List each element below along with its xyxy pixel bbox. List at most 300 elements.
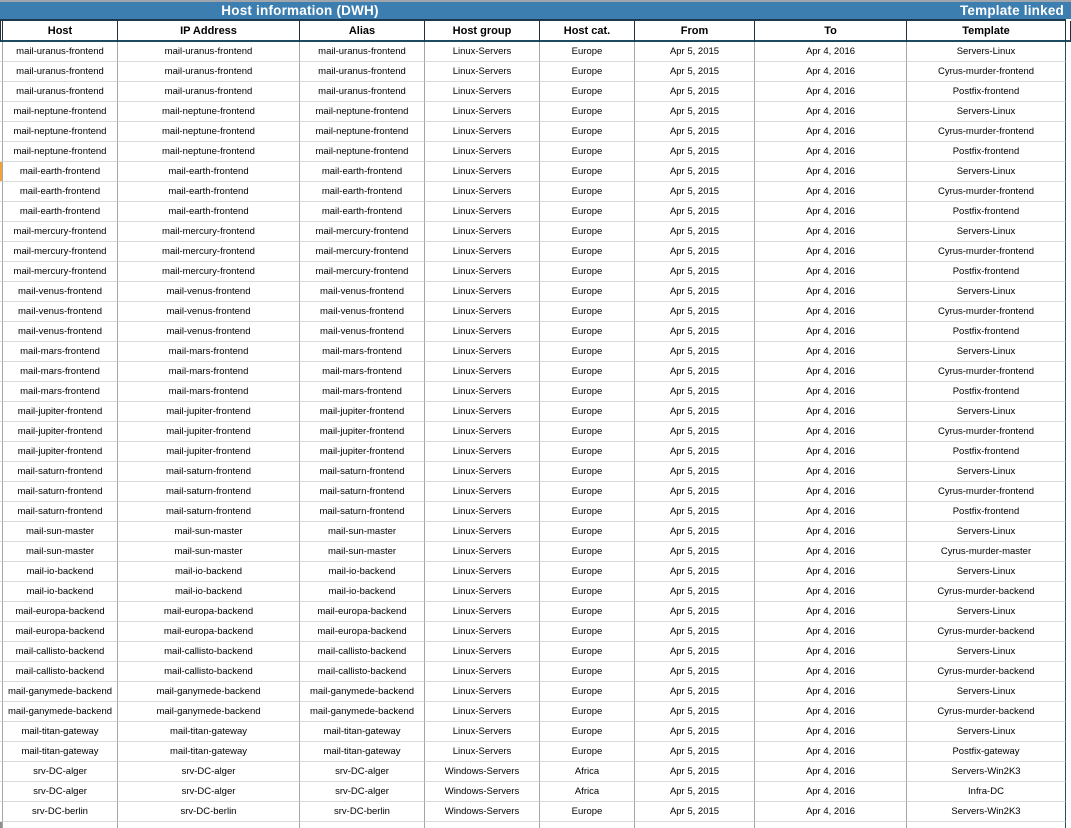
cell-to-date[interactable]: Apr 4, 2016 — [755, 302, 907, 322]
cell-template[interactable]: Cyrus-murder-frontend — [907, 302, 1066, 322]
cell-ip-address[interactable]: mail-saturn-frontend — [118, 502, 300, 522]
cell-alias[interactable]: mail-earth-frontend — [300, 162, 425, 182]
cell-from-date[interactable]: Apr 5, 2015 — [635, 182, 755, 202]
cell-from-date[interactable]: Apr 5, 2015 — [635, 642, 755, 662]
cell-host[interactable]: mail-ganymede-backend — [3, 682, 118, 702]
column-header-ip-address[interactable]: IP Address — [118, 21, 300, 42]
cell-host[interactable]: mail-mars-frontend — [3, 382, 118, 402]
column-header-from[interactable]: From — [635, 21, 755, 42]
cell-host[interactable]: mail-io-backend — [3, 582, 118, 602]
cell-template[interactable]: Cyrus-murder-backend — [907, 622, 1066, 642]
cell-ip-address[interactable]: mail-mercury-frontend — [118, 242, 300, 262]
cell-template[interactable]: Cyrus-murder-master — [907, 542, 1066, 562]
cell-host-group[interactable]: Linux-Servers — [425, 442, 540, 462]
cell-host-group[interactable]: Linux-Servers — [425, 562, 540, 582]
cell-host[interactable]: mail-titan-gateway — [3, 742, 118, 762]
cell-host-group[interactable]: Linux-Servers — [425, 642, 540, 662]
cell-host-cat[interactable]: Europe — [540, 62, 635, 82]
cell-host[interactable]: mail-saturn-frontend — [3, 502, 118, 522]
cell-to-date[interactable]: Apr 4, 2016 — [755, 362, 907, 382]
cell-template[interactable]: Servers-Linux — [907, 522, 1066, 542]
cell-ip-address[interactable]: mail-europa-backend — [118, 622, 300, 642]
cell-host-group[interactable]: Linux-Servers — [425, 242, 540, 262]
cell-host-group[interactable]: Linux-Servers — [425, 202, 540, 222]
cell-alias[interactable]: mail-venus-frontend — [300, 322, 425, 342]
cell-ip-address[interactable]: mail-titan-gateway — [118, 722, 300, 742]
cell-alias[interactable]: mail-venus-frontend — [300, 282, 425, 302]
cell-ip-address[interactable]: mail-mars-frontend — [118, 342, 300, 362]
cell-ip-address[interactable]: mail-io-backend — [118, 582, 300, 602]
cell-host-group[interactable]: Linux-Servers — [425, 582, 540, 602]
cell-host-group[interactable]: Linux-Servers — [425, 362, 540, 382]
cell-host-group[interactable]: Linux-Servers — [425, 462, 540, 482]
cell-host-cat[interactable]: Europe — [540, 802, 635, 822]
cell-to-date[interactable]: Apr 4, 2016 — [755, 782, 907, 802]
cell-host-cat[interactable]: Europe — [540, 302, 635, 322]
cell-host[interactable]: mail-venus-frontend — [3, 302, 118, 322]
cell-host-group[interactable]: Linux-Servers — [425, 222, 540, 242]
cell-host-group[interactable]: Linux-Servers — [425, 62, 540, 82]
cell-ip-address[interactable]: srv-DC-alger — [118, 762, 300, 782]
cell-to-date[interactable]: Apr 4, 2016 — [755, 382, 907, 402]
cell-template[interactable]: Postfix-frontend — [907, 442, 1066, 462]
cell-host-cat[interactable]: Europe — [540, 102, 635, 122]
cell-host-group[interactable]: Windows-Servers — [425, 762, 540, 782]
cell-host-group[interactable]: Linux-Servers — [425, 542, 540, 562]
cell-host-cat[interactable]: Europe — [540, 342, 635, 362]
cell-ip-address[interactable]: mail-io-backend — [118, 562, 300, 582]
cell-alias[interactable]: mail-jupiter-frontend — [300, 422, 425, 442]
cell-to-date[interactable]: Apr 4, 2016 — [755, 202, 907, 222]
cell-to-date[interactable]: Apr 4, 2016 — [755, 402, 907, 422]
cell-to-date[interactable]: Apr 4, 2016 — [755, 702, 907, 722]
cell-alias[interactable]: mail-callisto-backend — [300, 642, 425, 662]
cell-template[interactable]: Cyrus-murder-backend — [907, 702, 1066, 722]
cell-from-date[interactable]: Apr 5, 2015 — [635, 302, 755, 322]
cell-host[interactable]: mail-mercury-frontend — [3, 242, 118, 262]
cell-template[interactable]: Servers-Linux — [907, 162, 1066, 182]
cell-alias[interactable]: mail-mercury-frontend — [300, 262, 425, 282]
cell-ip-address[interactable]: mail-saturn-frontend — [118, 462, 300, 482]
cell-from-date[interactable]: Apr 5, 2015 — [635, 362, 755, 382]
cell-from-date[interactable]: Apr 5, 2015 — [635, 102, 755, 122]
cell-to-date[interactable]: Apr 4, 2016 — [755, 282, 907, 302]
cell-to-date[interactable]: Apr 4, 2016 — [755, 142, 907, 162]
cell-template[interactable]: Cyrus-murder-backend — [907, 582, 1066, 602]
cell-host-group[interactable]: Linux-Servers — [425, 42, 540, 62]
cell-host-group[interactable]: Linux-Servers — [425, 602, 540, 622]
cell-template[interactable]: Servers-Linux — [907, 462, 1066, 482]
cell-from-date[interactable]: Apr 5, 2015 — [635, 622, 755, 642]
cell-host-cat[interactable]: Europe — [540, 602, 635, 622]
cell-host[interactable]: srv-DC-alger — [3, 762, 118, 782]
cell-host-group[interactable]: Linux-Servers — [425, 522, 540, 542]
cell-from-date[interactable]: Apr 5, 2015 — [635, 262, 755, 282]
cell-from-date[interactable]: Apr 5, 2015 — [635, 502, 755, 522]
cell-from-date[interactable]: Apr 5, 2015 — [635, 162, 755, 182]
cell-from-date[interactable]: Apr 5, 2015 — [635, 242, 755, 262]
cell-host[interactable]: mail-uranus-frontend — [3, 62, 118, 82]
cell-ip-address[interactable]: mail-uranus-frontend — [118, 82, 300, 102]
cell-host[interactable]: mail-sun-master — [3, 522, 118, 542]
cell-alias[interactable]: mail-saturn-frontend — [300, 482, 425, 502]
column-header-host-group[interactable]: Host group — [425, 21, 540, 42]
cell-host-cat[interactable]: Europe — [540, 622, 635, 642]
cell-ip-address[interactable]: mail-uranus-frontend — [118, 42, 300, 62]
cell-template[interactable]: Cyrus-murder-backend — [907, 662, 1066, 682]
cell-host[interactable]: mail-earth-frontend — [3, 202, 118, 222]
cell-to-date[interactable]: Apr 4, 2016 — [755, 242, 907, 262]
cell-from-date[interactable]: Apr 5, 2015 — [635, 442, 755, 462]
cell-ip-address[interactable]: mail-europa-backend — [118, 602, 300, 622]
cell-alias[interactable]: mail-titan-gateway — [300, 722, 425, 742]
cell-template[interactable]: Postfix-frontend — [907, 382, 1066, 402]
cell-template[interactable]: Cyrus-murder-frontend — [907, 62, 1066, 82]
cell-template[interactable]: Postfix-frontend — [907, 142, 1066, 162]
cell-host-group[interactable]: Linux-Servers — [425, 382, 540, 402]
cell-alias[interactable]: srv-DC-alger — [300, 782, 425, 802]
cell-alias[interactable]: srv-DC-berlin — [300, 802, 425, 822]
cell-host-cat[interactable]: Europe — [540, 662, 635, 682]
cell-host-group[interactable]: Linux-Servers — [425, 742, 540, 762]
cell-ip-address[interactable]: mail-sun-master — [118, 542, 300, 562]
cell-host[interactable]: mail-saturn-frontend — [3, 462, 118, 482]
cell-ip-address[interactable]: mail-jupiter-frontend — [118, 442, 300, 462]
cell-alias[interactable]: mail-europa-backend — [300, 622, 425, 642]
cell-host-cat[interactable]: Europe — [540, 562, 635, 582]
cell-ip-address[interactable]: mail-earth-frontend — [118, 182, 300, 202]
cell-from-date[interactable]: Apr 5, 2015 — [635, 82, 755, 102]
cell-to-date[interactable]: Apr 4, 2016 — [755, 102, 907, 122]
cell-alias[interactable]: mail-earth-frontend — [300, 202, 425, 222]
cell-ip-address[interactable]: mail-earth-frontend — [118, 162, 300, 182]
cell-to-date[interactable]: Apr 4, 2016 — [755, 462, 907, 482]
cell-host-cat[interactable]: Europe — [540, 382, 635, 402]
cell-alias[interactable]: mail-venus-frontend — [300, 302, 425, 322]
cell-host-group[interactable]: Linux-Servers — [425, 662, 540, 682]
cell-template[interactable]: Servers-Linux — [907, 562, 1066, 582]
cell-host[interactable]: mail-europa-backend — [3, 602, 118, 622]
cell-template[interactable]: Servers-Linux — [907, 722, 1066, 742]
cell-ip-address[interactable]: mail-venus-frontend — [118, 282, 300, 302]
cell-from-date[interactable]: Apr 5, 2015 — [635, 142, 755, 162]
cell-ip-address[interactable]: mail-callisto-backend — [118, 662, 300, 682]
cell-template[interactable]: Cyrus-murder-frontend — [907, 422, 1066, 442]
cell-host[interactable]: mail-sun-master — [3, 542, 118, 562]
cell-host-cat[interactable]: Europe — [540, 42, 635, 62]
cell-ip-address[interactable]: mail-mercury-frontend — [118, 262, 300, 282]
cell-from-date[interactable]: Apr 5, 2015 — [635, 122, 755, 142]
cell-from-date[interactable]: Apr 5, 2015 — [635, 562, 755, 582]
cell-host-cat[interactable]: Europe — [540, 422, 635, 442]
cell-host-cat[interactable]: Europe — [540, 582, 635, 602]
cell-template[interactable]: Servers-Win2K3 — [907, 802, 1066, 822]
cell-host[interactable]: srv-DC-alger — [3, 782, 118, 802]
cell-host[interactable]: srv-DC-berlin — [3, 802, 118, 822]
cell-ip-address[interactable]: mail-ganymede-backend — [118, 702, 300, 722]
cell-to-date[interactable]: Apr 4, 2016 — [755, 62, 907, 82]
cell-host-group[interactable]: Linux-Servers — [425, 282, 540, 302]
cell-to-date[interactable]: Apr 4, 2016 — [755, 562, 907, 582]
cell-to-date[interactable]: Apr 4, 2016 — [755, 342, 907, 362]
cell-from-date[interactable]: Apr 5, 2015 — [635, 802, 755, 822]
cell-host-cat[interactable]: Europe — [540, 482, 635, 502]
cell-to-date[interactable]: Apr 4, 2016 — [755, 122, 907, 142]
cell-host[interactable]: mail-earth-frontend — [3, 162, 118, 182]
cell-from-date[interactable]: Apr 5, 2015 — [635, 542, 755, 562]
cell-alias[interactable]: mail-uranus-frontend — [300, 82, 425, 102]
cell-host-cat[interactable]: Europe — [540, 282, 635, 302]
cell-to-date[interactable]: Apr 4, 2016 — [755, 422, 907, 442]
cell-host-group[interactable]: Linux-Servers — [425, 322, 540, 342]
cell-from-date[interactable]: Apr 5, 2015 — [635, 322, 755, 342]
cell-from-date[interactable]: Apr 5, 2015 — [635, 402, 755, 422]
cell-ip-address[interactable]: mail-mars-frontend — [118, 382, 300, 402]
cell-host-cat[interactable]: Europe — [540, 742, 635, 762]
cell-host-cat[interactable]: Europe — [540, 82, 635, 102]
cell-template[interactable]: Servers-Linux — [907, 282, 1066, 302]
cell-template[interactable]: Servers-Linux — [907, 342, 1066, 362]
cell-to-date[interactable]: Apr 4, 2016 — [755, 622, 907, 642]
cell-from-date[interactable]: Apr 5, 2015 — [635, 222, 755, 242]
cell-alias[interactable]: mail-uranus-frontend — [300, 42, 425, 62]
cell-host-group[interactable]: Linux-Servers — [425, 402, 540, 422]
cell-template[interactable]: Cyrus-murder-frontend — [907, 122, 1066, 142]
cell-alias[interactable]: mail-uranus-frontend — [300, 62, 425, 82]
column-header-alias[interactable]: Alias — [300, 21, 425, 42]
cell-host[interactable]: mail-titan-gateway — [3, 722, 118, 742]
cell-template[interactable]: Cyrus-murder-frontend — [907, 362, 1066, 382]
cell-host-cat[interactable]: Europe — [540, 242, 635, 262]
cell-alias[interactable]: mail-saturn-frontend — [300, 502, 425, 522]
cell-alias[interactable]: mail-mars-frontend — [300, 342, 425, 362]
cell-alias[interactable]: mail-saturn-frontend — [300, 462, 425, 482]
cell-from-date[interactable]: Apr 5, 2015 — [635, 202, 755, 222]
cell-to-date[interactable]: Apr 4, 2016 — [755, 222, 907, 242]
cell-host[interactable]: mail-venus-frontend — [3, 282, 118, 302]
cell-host-cat[interactable]: Europe — [540, 542, 635, 562]
cell-host[interactable]: mail-ganymede-backend — [3, 702, 118, 722]
cell-ip-address[interactable]: mail-sun-master — [118, 522, 300, 542]
cell-template[interactable]: Postfix-frontend — [907, 502, 1066, 522]
cell-from-date[interactable]: Apr 5, 2015 — [635, 742, 755, 762]
cell-host-cat[interactable]: Europe — [540, 522, 635, 542]
cell-from-date[interactable]: Apr 5, 2015 — [635, 342, 755, 362]
cell-host[interactable]: mail-jupiter-frontend — [3, 402, 118, 422]
cell-host-cat[interactable]: Europe — [540, 262, 635, 282]
cell-template[interactable]: Postfix-frontend — [907, 262, 1066, 282]
cell-alias[interactable]: mail-neptune-frontend — [300, 122, 425, 142]
cell-host-cat[interactable]: Europe — [540, 402, 635, 422]
cell-alias[interactable]: mail-mars-frontend — [300, 382, 425, 402]
column-header-template[interactable]: Template — [907, 21, 1066, 42]
cell-from-date[interactable]: Apr 5, 2015 — [635, 522, 755, 542]
cell-ip-address[interactable]: mail-mars-frontend — [118, 362, 300, 382]
cell-template[interactable]: Cyrus-murder-frontend — [907, 242, 1066, 262]
cell-alias[interactable]: mail-ganymede-backend — [300, 682, 425, 702]
cell-ip-address[interactable]: mail-neptune-frontend — [118, 102, 300, 122]
cell-host[interactable]: mail-neptune-frontend — [3, 142, 118, 162]
cell-to-date[interactable]: Apr 4, 2016 — [755, 82, 907, 102]
cell-alias[interactable]: mail-neptune-frontend — [300, 102, 425, 122]
cell-host-cat[interactable]: Europe — [540, 222, 635, 242]
cell-template[interactable]: Servers-Linux — [907, 222, 1066, 242]
cell-alias[interactable]: srv-DC-alger — [300, 762, 425, 782]
cell-host[interactable]: mail-venus-frontend — [3, 322, 118, 342]
cell-host-group[interactable]: Linux-Servers — [425, 482, 540, 502]
cell-host-cat[interactable]: Europe — [540, 182, 635, 202]
cell-alias[interactable]: mail-titan-gateway — [300, 742, 425, 762]
cell-from-date[interactable]: Apr 5, 2015 — [635, 282, 755, 302]
cell-ip-address[interactable]: mail-titan-gateway — [118, 742, 300, 762]
cell-alias[interactable]: mail-sun-master — [300, 542, 425, 562]
cell-template[interactable]: Servers-Linux — [907, 402, 1066, 422]
cell-to-date[interactable]: Apr 4, 2016 — [755, 502, 907, 522]
cell-alias[interactable]: mail-earth-frontend — [300, 182, 425, 202]
cell-host[interactable]: mail-saturn-frontend — [3, 482, 118, 502]
cell-to-date[interactable]: Apr 4, 2016 — [755, 522, 907, 542]
cell-from-date[interactable]: Apr 5, 2015 — [635, 582, 755, 602]
cell-host-cat[interactable]: Europe — [540, 162, 635, 182]
cell-host-group[interactable]: Linux-Servers — [425, 622, 540, 642]
cell-host[interactable]: mail-callisto-backend — [3, 642, 118, 662]
cell-alias[interactable]: mail-europa-backend — [300, 602, 425, 622]
cell-host[interactable]: mail-jupiter-frontend — [3, 422, 118, 442]
cell-to-date[interactable]: Apr 4, 2016 — [755, 642, 907, 662]
cell-host-cat[interactable]: Europe — [540, 462, 635, 482]
cell-host[interactable]: mail-callisto-backend — [3, 662, 118, 682]
cell-from-date[interactable]: Apr 5, 2015 — [635, 422, 755, 442]
cell-from-date[interactable]: Apr 5, 2015 — [635, 602, 755, 622]
cell-ip-address[interactable]: srv-DC-berlin — [118, 802, 300, 822]
cell-host[interactable]: mail-io-backend — [3, 562, 118, 582]
cell-template[interactable]: Servers-Linux — [907, 682, 1066, 702]
cell-ip-address[interactable]: mail-ganymede-backend — [118, 682, 300, 702]
column-header-to[interactable]: To — [755, 21, 907, 42]
cell-from-date[interactable]: Apr 5, 2015 — [635, 462, 755, 482]
cell-to-date[interactable]: Apr 4, 2016 — [755, 322, 907, 342]
cell-alias[interactable]: mail-jupiter-frontend — [300, 442, 425, 462]
cell-from-date[interactable]: Apr 5, 2015 — [635, 762, 755, 782]
cell-ip-address[interactable]: mail-neptune-frontend — [118, 142, 300, 162]
cell-template[interactable]: Servers-Linux — [907, 602, 1066, 622]
cell-host-cat[interactable]: Europe — [540, 122, 635, 142]
cell-host[interactable]: mail-jupiter-frontend — [3, 442, 118, 462]
cell-host-group[interactable]: Linux-Servers — [425, 122, 540, 142]
cell-ip-address[interactable]: mail-jupiter-frontend — [118, 402, 300, 422]
cell-alias[interactable]: mail-jupiter-frontend — [300, 402, 425, 422]
cell-host-cat[interactable]: Europe — [540, 442, 635, 462]
cell-ip-address[interactable]: mail-neptune-frontend — [118, 122, 300, 142]
cell-from-date[interactable]: Apr 5, 2015 — [635, 722, 755, 742]
cell-from-date[interactable]: Apr 5, 2015 — [635, 782, 755, 802]
cell-host-cat[interactable]: Africa — [540, 762, 635, 782]
cell-host-cat[interactable]: Europe — [540, 322, 635, 342]
cell-ip-address[interactable]: mail-mercury-frontend — [118, 222, 300, 242]
cell-template[interactable]: Servers-Linux — [907, 102, 1066, 122]
cell-host-cat[interactable]: Europe — [540, 202, 635, 222]
cell-alias[interactable]: mail-neptune-frontend — [300, 142, 425, 162]
cell-to-date[interactable]: Apr 4, 2016 — [755, 482, 907, 502]
cell-host[interactable]: mail-europa-backend — [3, 622, 118, 642]
cell-to-date[interactable]: Apr 4, 2016 — [755, 602, 907, 622]
cell-template[interactable]: Infra-DC — [907, 782, 1066, 802]
cell-host[interactable]: mail-earth-frontend — [3, 182, 118, 202]
cell-ip-address[interactable]: mail-venus-frontend — [118, 302, 300, 322]
cell-host-group[interactable]: Windows-Servers — [425, 782, 540, 802]
cell-template[interactable]: Servers-Linux — [907, 642, 1066, 662]
cell-from-date[interactable]: Apr 5, 2015 — [635, 482, 755, 502]
cell-host-group[interactable]: Linux-Servers — [425, 262, 540, 282]
cell-template[interactable]: Postfix-frontend — [907, 202, 1066, 222]
cell-host-cat[interactable]: Europe — [540, 682, 635, 702]
cell-host-cat[interactable]: Europe — [540, 702, 635, 722]
cell-ip-address[interactable]: mail-callisto-backend — [118, 642, 300, 662]
cell-host-group[interactable]: Linux-Servers — [425, 702, 540, 722]
cell-to-date[interactable]: Apr 4, 2016 — [755, 742, 907, 762]
cell-from-date[interactable]: Apr 5, 2015 — [635, 702, 755, 722]
cell-template[interactable]: Cyrus-murder-frontend — [907, 482, 1066, 502]
cell-ip-address[interactable]: mail-earth-frontend — [118, 202, 300, 222]
column-header-host[interactable]: Host — [3, 21, 118, 42]
cell-host-group[interactable]: Linux-Servers — [425, 342, 540, 362]
cell-host-group[interactable]: Linux-Servers — [425, 422, 540, 442]
cell-ip-address[interactable]: mail-jupiter-frontend — [118, 422, 300, 442]
cell-ip-address[interactable]: mail-venus-frontend — [118, 322, 300, 342]
cell-host-cat[interactable]: Europe — [540, 142, 635, 162]
cell-from-date[interactable]: Apr 5, 2015 — [635, 42, 755, 62]
cell-host-group[interactable]: Linux-Servers — [425, 162, 540, 182]
cell-host-cat[interactable]: Europe — [540, 642, 635, 662]
cell-alias[interactable]: mail-callisto-backend — [300, 662, 425, 682]
cell-host-group[interactable]: Linux-Servers — [425, 102, 540, 122]
cell-host-group[interactable]: Linux-Servers — [425, 182, 540, 202]
cell-host[interactable]: mail-mercury-frontend — [3, 262, 118, 282]
cell-host-group[interactable]: Linux-Servers — [425, 302, 540, 322]
cell-to-date[interactable]: Apr 4, 2016 — [755, 802, 907, 822]
cell-alias[interactable]: mail-io-backend — [300, 562, 425, 582]
cell-host[interactable]: mail-neptune-frontend — [3, 122, 118, 142]
cell-template[interactable]: Cyrus-murder-frontend — [907, 182, 1066, 202]
cell-to-date[interactable]: Apr 4, 2016 — [755, 682, 907, 702]
cell-host[interactable]: mail-mercury-frontend — [3, 222, 118, 242]
cell-host-group[interactable]: Windows-Servers — [425, 802, 540, 822]
cell-host[interactable]: mail-mars-frontend — [3, 342, 118, 362]
cell-alias[interactable]: mail-mars-frontend — [300, 362, 425, 382]
cell-alias[interactable]: mail-sun-master — [300, 522, 425, 542]
cell-ip-address[interactable]: mail-saturn-frontend — [118, 482, 300, 502]
cell-to-date[interactable]: Apr 4, 2016 — [755, 542, 907, 562]
column-header-host-cat[interactable]: Host cat. — [540, 21, 635, 42]
cell-host[interactable]: mail-neptune-frontend — [3, 102, 118, 122]
cell-template[interactable]: Servers-Win2K3 — [907, 762, 1066, 782]
cell-ip-address[interactable]: srv-DC-alger — [118, 782, 300, 802]
cell-host-cat[interactable]: Africa — [540, 782, 635, 802]
cell-to-date[interactable]: Apr 4, 2016 — [755, 162, 907, 182]
cell-host-cat[interactable]: Europe — [540, 722, 635, 742]
cell-to-date[interactable]: Apr 4, 2016 — [755, 42, 907, 62]
cell-template[interactable]: Postfix-frontend — [907, 322, 1066, 342]
cell-host-group[interactable]: Linux-Servers — [425, 142, 540, 162]
cell-from-date[interactable]: Apr 5, 2015 — [635, 382, 755, 402]
cell-host-group[interactable]: Linux-Servers — [425, 682, 540, 702]
cell-to-date[interactable]: Apr 4, 2016 — [755, 182, 907, 202]
cell-host[interactable]: mail-mars-frontend — [3, 362, 118, 382]
cell-to-date[interactable]: Apr 4, 2016 — [755, 722, 907, 742]
cell-to-date[interactable]: Apr 4, 2016 — [755, 582, 907, 602]
cell-from-date[interactable]: Apr 5, 2015 — [635, 682, 755, 702]
cell-from-date[interactable]: Apr 5, 2015 — [635, 662, 755, 682]
